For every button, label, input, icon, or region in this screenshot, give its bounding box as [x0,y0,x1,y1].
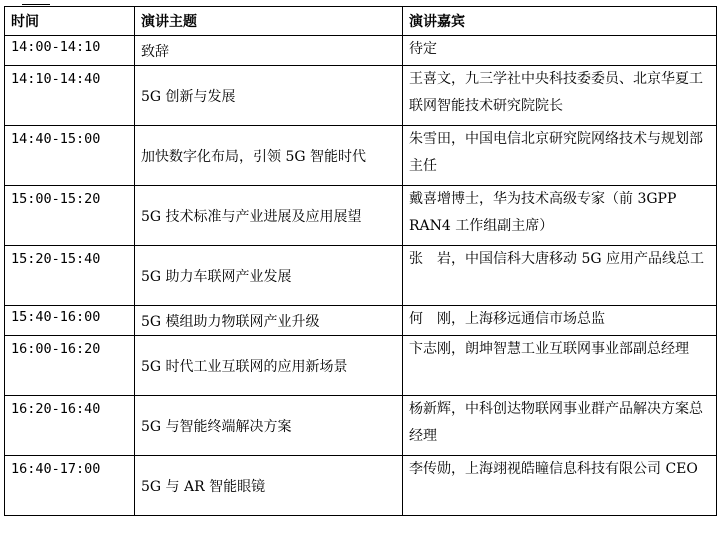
table-row [5,36,717,66]
time-cell: 14:40-15:00 [5,126,135,186]
topic-cell: 5G 模组助力物联网产业升级 [135,306,403,336]
time-cell: 16:00-16:20 [5,336,135,396]
time-cell: 15:20-15:40 [5,246,135,306]
table-row [5,336,717,396]
speaker-cell: 朱雪田，中国电信北京研究院网络技术与规划部主任 [403,126,717,186]
time-cell: 15:00-15:20 [5,186,135,246]
speaker-cell: 李传勋，上海翊视皓瞳信息科技有限公司 CEO [403,456,717,516]
table-row [5,126,717,186]
time-cell: 14:10-14:40 [5,66,135,126]
topic-cell: 5G 创新与发展 [135,66,403,126]
time-cell: 16:40-17:00 [5,456,135,516]
topic-cell: 致辞 [135,36,403,66]
speaker-cell: 卞志刚，朗坤智慧工业互联网事业部副总经理 [403,336,717,396]
topic-cell: 5G 与 AR 智能眼镜 [135,456,403,516]
speaker-cell: 张 岩，中国信科大唐移动 5G 应用产品线总工 [403,246,717,306]
topic-cell: 5G 助力车联网产业发展 [135,246,403,306]
table-row [5,66,717,126]
speaker-cell: 杨新辉，中科创达物联网事业群产品解决方案总经理 [403,396,717,456]
time-cell: 14:00-14:10 [5,36,135,66]
time-cell: 15:40-16:00 [5,306,135,336]
topic-cell: 加快数字化布局，引领 5G 智能时代 [135,126,403,186]
table-row [5,246,717,306]
time-cell: 16:20-16:40 [5,396,135,456]
table-row [5,306,717,336]
table-row [5,186,717,246]
topic-cell: 5G 时代工业互联网的应用新场景 [135,336,403,396]
header-topic: 演讲主题 [135,7,403,36]
table-row [5,456,717,516]
header-row [5,7,717,36]
agenda-table [4,6,717,516]
speaker-cell: 何 刚，上海移远通信市场总监 [403,306,717,336]
speaker-cell: 王喜文，九三学社中央科技委委员、北京华夏工联网智能技术研究院院长 [403,66,717,126]
table-row [5,396,717,456]
header-time: 时间 [5,7,135,36]
speaker-cell: 待定 [403,36,717,66]
speaker-cell: 戴喜增博士，华为技术高级专家（前 3GPP RAN4 工作组副主席） [403,186,717,246]
topic-cell: 5G 技术标准与产业进展及应用展望 [135,186,403,246]
topic-cell: 5G 与智能终端解决方案 [135,396,403,456]
header-speaker: 演讲嘉宾 [403,7,717,36]
top-edge-mark [22,0,50,5]
